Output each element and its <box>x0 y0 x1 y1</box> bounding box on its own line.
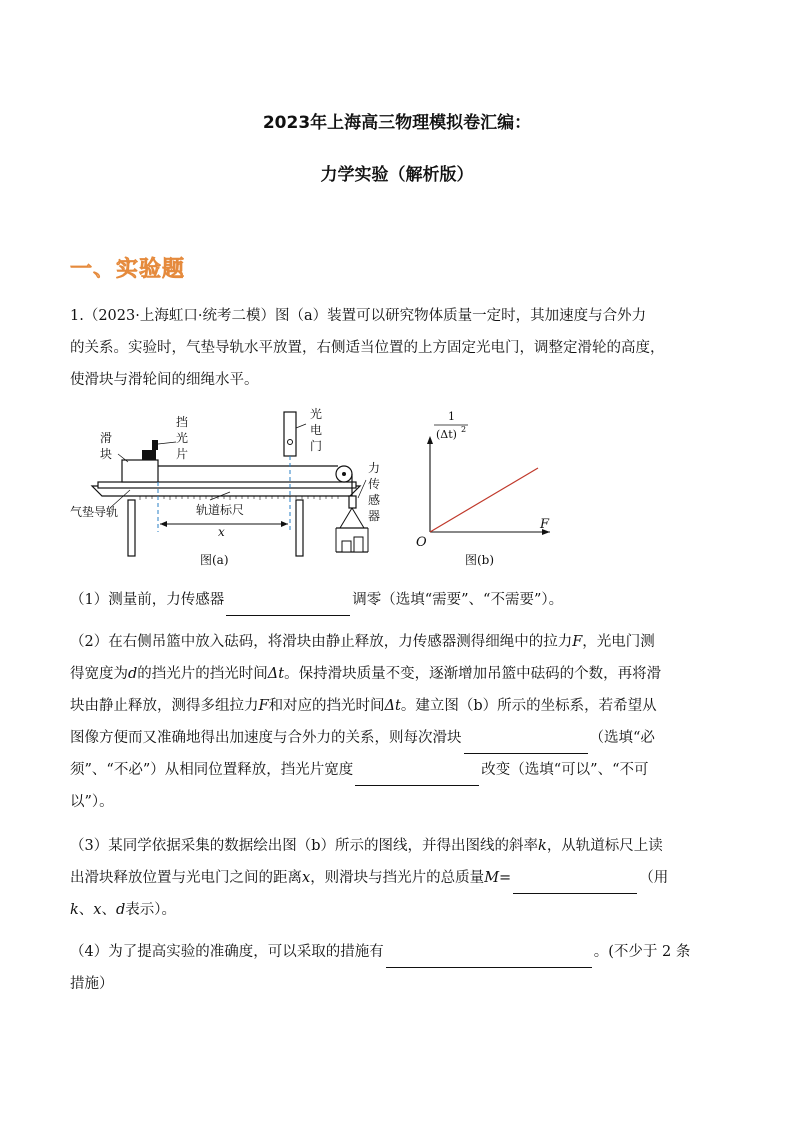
sub3-text: 出滑块释放位置与光电门之间的距离 <box>70 870 302 886</box>
q1-line1: 1.（2023·上海虹口·统考二模）图（a）装置可以研究物体质量一定时，其加速度与合外力 <box>70 308 647 324</box>
light-shade <box>142 450 156 460</box>
ruler-ticks <box>140 496 338 500</box>
var-k: k <box>70 902 79 918</box>
sub2-text: ，光电门测 <box>582 634 655 650</box>
separator: 、 <box>101 902 116 918</box>
caption-b: 图(b) <box>465 553 495 567</box>
sub-question-4 <box>70 936 726 1000</box>
answer-blank-5[interactable] <box>386 945 592 968</box>
slider-block <box>122 460 158 482</box>
sub3-text: 表示）。 <box>125 902 177 918</box>
var-delta-t: Δt <box>267 666 285 682</box>
var-k: k <box>538 838 547 854</box>
caption-a: 图(a) <box>200 553 229 567</box>
sub2-text: 的挡光片的挡光时间 <box>137 666 268 682</box>
label-x: x <box>218 525 225 539</box>
ylabel-num: 1 <box>448 410 455 423</box>
question-1-intro <box>70 300 726 396</box>
label-sensor: 力传感器 <box>368 461 381 523</box>
sub2-text: 以”）。 <box>70 794 114 810</box>
label-air-track: 气垫导轨 <box>70 505 119 519</box>
sub2-text: （2）在右侧吊篮中放入砝码，将滑块由静止释放，力传感器测得细绳中的拉力 <box>70 634 573 650</box>
graph-line <box>430 468 538 532</box>
sub3-text: ，则滑块与挡光片的总质量 <box>310 870 485 886</box>
var-x: x <box>93 902 102 918</box>
title-line2: 力学实验（解析版） <box>320 165 474 185</box>
q1-line2: 的关系。实验时，气垫导轨水平放置，右侧适当位置的上方固定光电门，调整定滑轮的高度， <box>70 340 665 356</box>
var-x: x <box>302 870 311 886</box>
sub4-text: （4）为了提高实验的准确度，可以采取的措施有 <box>70 944 384 960</box>
var-d: d <box>128 666 138 682</box>
sub3-text: （3）某同学依据采集的数据绘出图（b）所示的图线，并得出图线的斜率 <box>70 838 539 854</box>
equals-sign: = <box>499 870 512 886</box>
label-shade: 挡光片 <box>176 415 189 461</box>
answer-blank-3[interactable] <box>355 763 479 786</box>
sub2-text: 图像方便而又准确地得出加速度与合外力的关系，则每次滑块 <box>70 730 462 746</box>
var-M: M <box>484 870 500 886</box>
sub1-prefix: （1）测量前，力传感器 <box>70 592 225 608</box>
sub2-text: 须”、“不必”）从相同位置释放，挡光片宽度 <box>70 762 354 778</box>
label-ruler: 轨道标尺 <box>196 503 245 517</box>
sub3-text: （用 <box>639 870 669 886</box>
separator: 、 <box>78 902 94 918</box>
sub1-suffix: 调零（选填“需要”、“不需要”）。 <box>352 592 564 608</box>
sub3-text: ，从轨道标尺上读 <box>546 838 663 854</box>
var-F: F <box>572 634 583 650</box>
sub-question-3 <box>70 830 726 926</box>
photogate <box>284 412 296 456</box>
label-gate: 光电门 <box>310 407 323 453</box>
section-heading: 一、实验题 <box>70 257 186 282</box>
sub2-text: 和对应的挡光时间 <box>268 698 385 714</box>
title-line1: 2023年上海高三物理模拟卷汇编： <box>262 113 532 133</box>
var-d: d <box>115 902 126 918</box>
experiment-figure <box>70 404 550 574</box>
sub4-text: 。(不少于 2 条 <box>593 944 691 960</box>
figure-b-graph <box>427 436 550 535</box>
answer-blank-1[interactable] <box>226 593 350 616</box>
answer-blank-2[interactable] <box>464 731 588 754</box>
force-sensor <box>349 496 356 508</box>
sub4-text: 措施） <box>70 976 114 992</box>
weight-1 <box>342 541 351 552</box>
table-leg-right <box>296 500 303 556</box>
sub2-text: 块由静止释放，测得多组拉力 <box>70 698 259 714</box>
sub-question-1 <box>70 584 726 616</box>
xlabel: F <box>540 517 550 532</box>
sub2-text: 改变（选填“可以”、“不可 <box>481 762 649 778</box>
sub2-text: 得宽度为 <box>70 666 128 682</box>
sub2-text: 。建立图（b）所示的坐标系，若希望从 <box>400 698 657 714</box>
sub2-text: 。保持滑块质量不变，逐渐增加吊篮中砝码的个数，再将滑 <box>284 666 662 682</box>
ylabel-exp: 2 <box>461 425 467 434</box>
weight-2 <box>354 537 363 552</box>
table-leg-left <box>128 500 135 556</box>
answer-blank-4[interactable] <box>513 871 637 894</box>
q1-line3: 使滑块与滑轮间的细绳水平。 <box>70 372 259 388</box>
air-track <box>98 482 356 488</box>
var-F: F <box>258 698 269 714</box>
label-slider: 滑块 <box>100 431 113 461</box>
var-delta-t: Δt <box>384 698 401 714</box>
figure-a-apparatus <box>92 412 368 556</box>
sub2-text: （选填“必 <box>589 730 655 746</box>
ylabel-den: (Δt) <box>436 428 457 441</box>
origin-label: O <box>416 535 427 550</box>
sub-question-2 <box>70 626 726 818</box>
